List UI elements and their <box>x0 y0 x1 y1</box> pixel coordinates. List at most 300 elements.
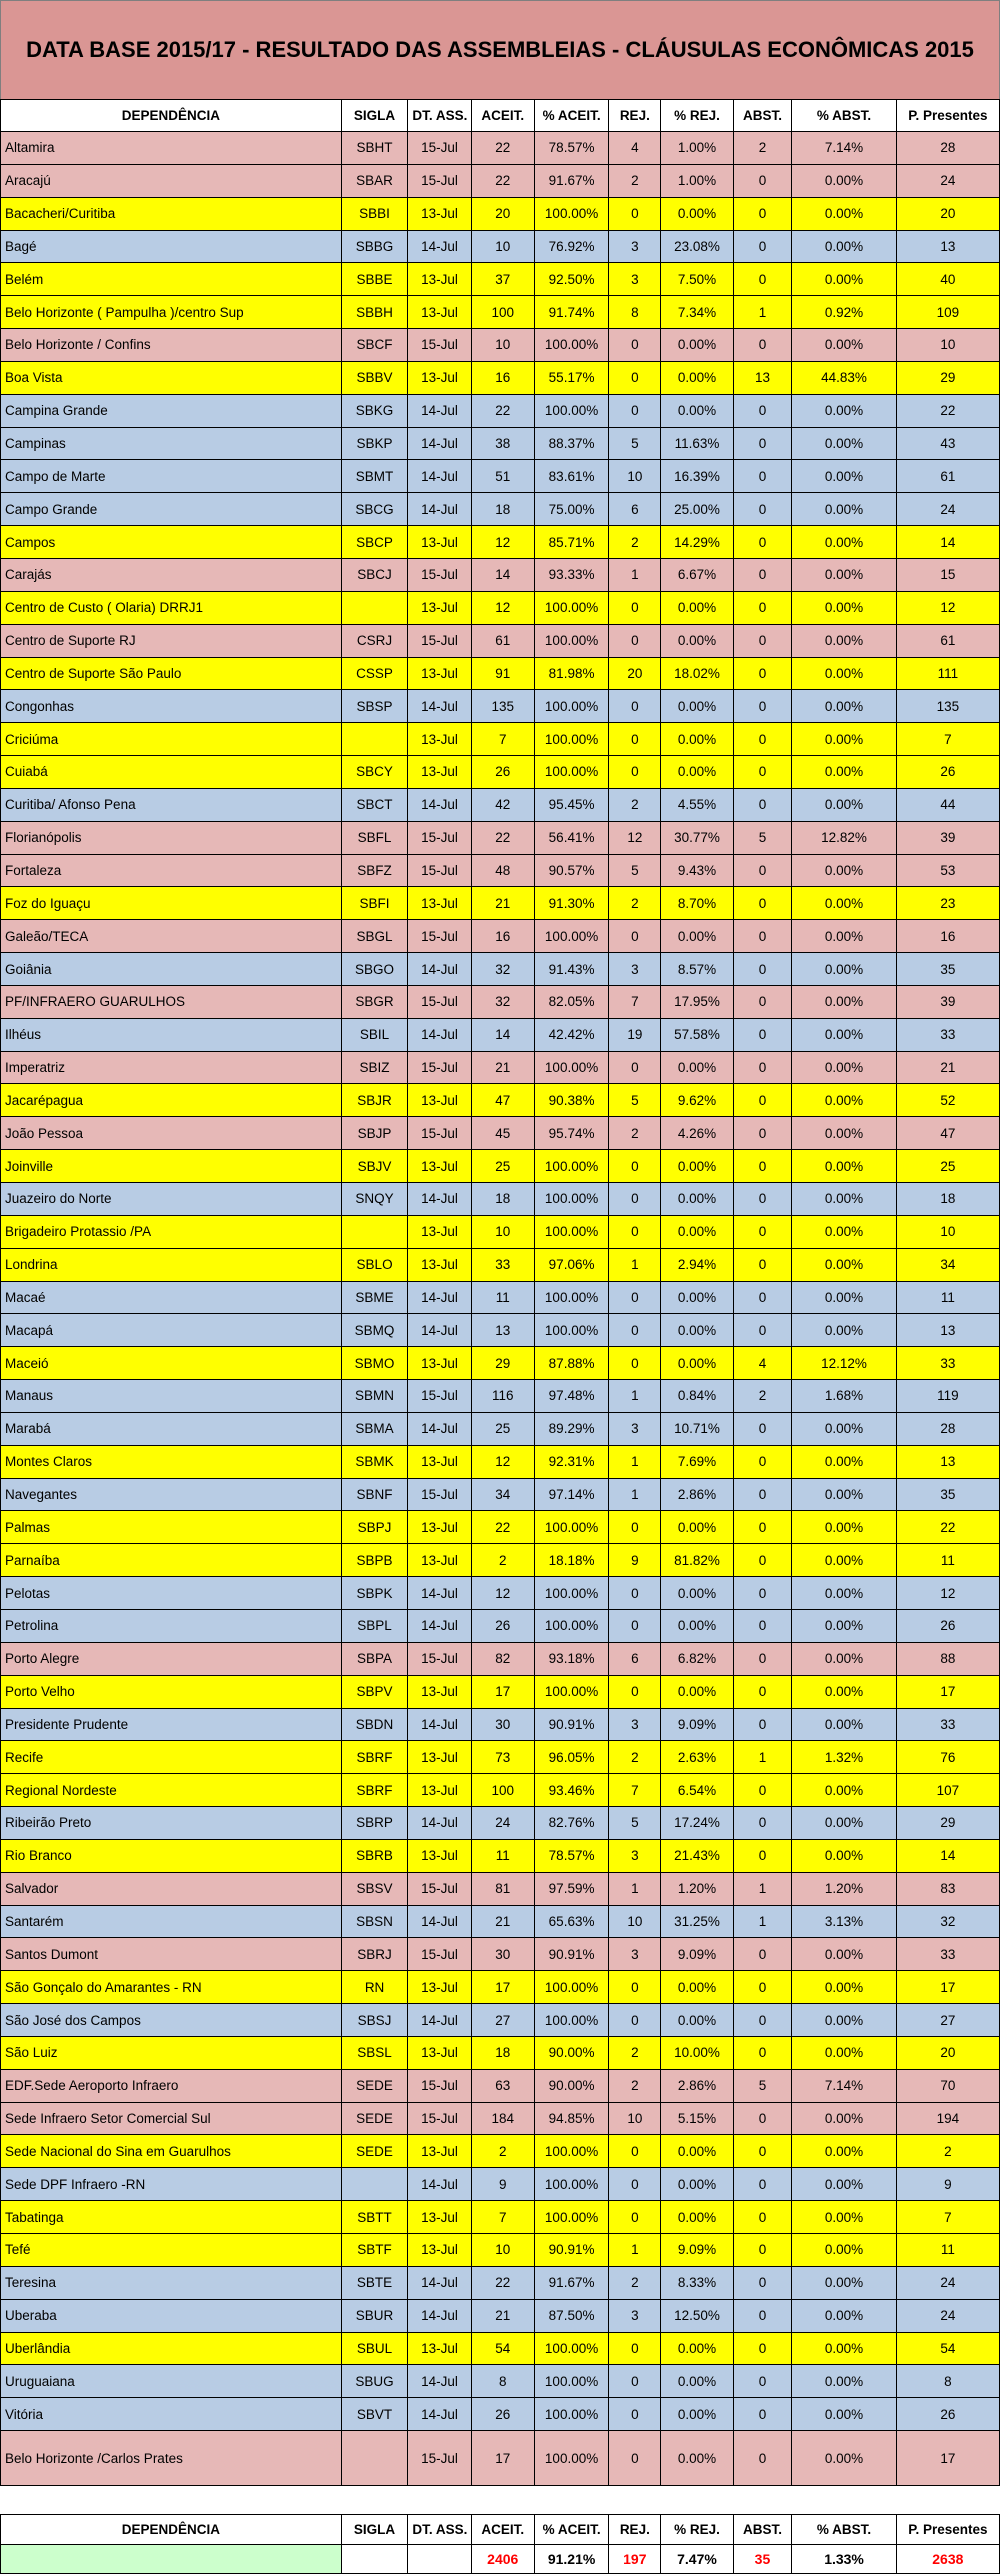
cell-abst: 0 <box>733 2201 792 2234</box>
cell-dt-ass: 15-Jul <box>408 2102 471 2135</box>
cell-dependencia: Altamira <box>1 132 342 165</box>
cell-p-presentes: 21 <box>896 1051 999 1084</box>
cell-rej: 1 <box>609 1380 661 1413</box>
cell-dependencia: Campina Grande <box>1 394 342 427</box>
cell-pct-aceit: 93.18% <box>534 1642 608 1675</box>
cell-dt-ass: 15-Jul <box>408 558 471 591</box>
cell-pct-aceit: 97.06% <box>534 1248 608 1281</box>
cell-abst: 1 <box>733 1905 792 1938</box>
cell-pct-abst: 0.00% <box>792 2004 896 2037</box>
total-aceit: 2406 <box>471 2545 534 2574</box>
cell-rej: 0 <box>609 1314 661 1347</box>
cell-aceit: 18 <box>471 1183 534 1216</box>
cell-sigla: SBFI <box>341 887 408 920</box>
cell-abst: 0 <box>733 1150 792 1183</box>
cell-rej: 0 <box>609 1675 661 1708</box>
cell-abst: 0 <box>733 1445 792 1478</box>
cell-sigla: SBTF <box>341 2234 408 2267</box>
column-header-pct-abst: % ABST. <box>792 100 896 132</box>
table-row <box>1 2069 1000 2102</box>
cell-pct-abst: 0.00% <box>792 1084 896 1117</box>
cell-rej: 6 <box>609 1642 661 1675</box>
cell-pct-abst: 0.00% <box>792 854 896 887</box>
cell-sigla: SEDE <box>341 2069 408 2102</box>
cell-pct-aceit: 100.00% <box>534 1609 608 1642</box>
cell-pct-aceit: 96.05% <box>534 1741 608 1774</box>
cell-rej: 2 <box>609 2266 661 2299</box>
cell-dependencia: Criciúma <box>1 723 342 756</box>
cell-dt-ass: 13-Jul <box>408 591 471 624</box>
cell-rej: 3 <box>609 1839 661 1872</box>
table-row <box>1 526 1000 559</box>
cell-sigla: SBRF <box>341 1774 408 1807</box>
cell-abst: 5 <box>733 821 792 854</box>
cell-pct-rej: 17.95% <box>661 985 733 1018</box>
table-row <box>1 1511 1000 1544</box>
cell-aceit: 10 <box>471 1215 534 1248</box>
cell-p-presentes: 13 <box>896 230 999 263</box>
cell-pct-rej: 57.58% <box>661 1018 733 1051</box>
table-row <box>1 1807 1000 1840</box>
cell-pct-aceit: 83.61% <box>534 460 608 493</box>
cell-aceit: 30 <box>471 1708 534 1741</box>
table-row <box>1 2234 1000 2267</box>
cell-abst: 0 <box>733 1412 792 1445</box>
cell-dependencia: São Gonçalo do Amarantes - RN <box>1 1971 342 2004</box>
cell-abst: 0 <box>733 1314 792 1347</box>
totals-row <box>1 2545 1000 2574</box>
cell-p-presentes: 47 <box>896 1117 999 1150</box>
cell-p-presentes: 109 <box>896 296 999 329</box>
cell-abst: 0 <box>733 2036 792 2069</box>
cell-rej: 12 <box>609 821 661 854</box>
cell-dt-ass: 14-Jul <box>408 493 471 526</box>
column-header-dt-ass: DT. ASS. <box>408 100 471 132</box>
cell-pct-rej: 0.00% <box>661 329 733 362</box>
cell-dependencia: Sede Nacional do Sina em Guarulhos <box>1 2135 342 2168</box>
cell-dt-ass: 15-Jul <box>408 329 471 362</box>
cell-dt-ass: 15-Jul <box>408 1872 471 1905</box>
column-header-p-presentes: P. Presentes <box>896 100 999 132</box>
cell-dependencia: Maceió <box>1 1347 342 1380</box>
cell-p-presentes: 88 <box>896 1642 999 1675</box>
cell-dependencia: Juazeiro do Norte <box>1 1183 342 1216</box>
cell-rej: 0 <box>609 2332 661 2365</box>
totals-table <box>0 2514 1000 2574</box>
cell-aceit: 135 <box>471 690 534 723</box>
cell-aceit: 34 <box>471 1478 534 1511</box>
cell-rej: 3 <box>609 1412 661 1445</box>
cell-dependencia: Manaus <box>1 1380 342 1413</box>
cell-pct-aceit: 78.57% <box>534 132 608 165</box>
cell-p-presentes: 12 <box>896 591 999 624</box>
cell-pct-aceit: 100.00% <box>534 329 608 362</box>
cell-rej: 6 <box>609 493 661 526</box>
cell-rej: 3 <box>609 1938 661 1971</box>
cell-pct-rej: 0.00% <box>661 591 733 624</box>
cell-rej: 0 <box>609 591 661 624</box>
cell-aceit: 51 <box>471 460 534 493</box>
cell-aceit: 73 <box>471 1741 534 1774</box>
cell-sigla: SBKG <box>341 394 408 427</box>
cell-rej: 0 <box>609 1511 661 1544</box>
cell-dt-ass: 14-Jul <box>408 394 471 427</box>
cell-dt-ass: 14-Jul <box>408 427 471 460</box>
cell-dependencia: Fortaleza <box>1 854 342 887</box>
cell-pct-rej: 9.09% <box>661 1938 733 1971</box>
cell-aceit: 17 <box>471 1971 534 2004</box>
cell-pct-aceit: 85.71% <box>534 526 608 559</box>
table-row <box>1 2135 1000 2168</box>
cell-aceit: 12 <box>471 1577 534 1610</box>
cell-dependencia: Sede Infraero Setor Comercial Sul <box>1 2102 342 2135</box>
cell-dt-ass: 13-Jul <box>408 1084 471 1117</box>
cell-p-presentes: 14 <box>896 1839 999 1872</box>
cell-pct-rej: 81.82% <box>661 1544 733 1577</box>
cell-pct-rej: 4.26% <box>661 1117 733 1150</box>
table-row <box>1 2266 1000 2299</box>
cell-aceit: 37 <box>471 263 534 296</box>
cell-pct-aceit: 94.85% <box>534 2102 608 2135</box>
cell-pct-rej: 0.00% <box>661 1971 733 2004</box>
cell-pct-aceit: 88.37% <box>534 427 608 460</box>
table-row <box>1 1412 1000 1445</box>
cell-pct-rej: 1.20% <box>661 1872 733 1905</box>
cell-abst: 0 <box>733 756 792 789</box>
cell-sigla: SBGR <box>341 985 408 1018</box>
cell-p-presentes: 39 <box>896 821 999 854</box>
table-row <box>1 1380 1000 1413</box>
cell-pct-abst: 0.00% <box>792 1609 896 1642</box>
cell-p-presentes: 17 <box>896 1971 999 2004</box>
cell-pct-aceit: 42.42% <box>534 1018 608 1051</box>
total-pct-rej: 7.47% <box>661 2545 733 2574</box>
cell-abst: 0 <box>733 1478 792 1511</box>
cell-abst: 0 <box>733 1577 792 1610</box>
column-header-pct-aceit: % ACEIT. <box>534 100 608 132</box>
cell-dependencia: Macaé <box>1 1281 342 1314</box>
table-row <box>1 1347 1000 1380</box>
cell-sigla: SBMQ <box>341 1314 408 1347</box>
cell-dependencia: Porto Alegre <box>1 1642 342 1675</box>
cell-abst: 0 <box>733 329 792 362</box>
cell-pct-aceit: 91.67% <box>534 2266 608 2299</box>
cell-rej: 0 <box>609 2398 661 2431</box>
cell-abst: 0 <box>733 427 792 460</box>
table-row <box>1 1577 1000 1610</box>
cell-pct-abst: 0.00% <box>792 985 896 1018</box>
table-row <box>1 2036 1000 2069</box>
cell-pct-abst: 1.32% <box>792 1741 896 1774</box>
cell-dt-ass: 14-Jul <box>408 690 471 723</box>
table-row <box>1 1445 1000 1478</box>
cell-dependencia: Uruguaiana <box>1 2365 342 2398</box>
cell-dependencia: Ilhéus <box>1 1018 342 1051</box>
table-row <box>1 1872 1000 1905</box>
cell-dt-ass: 15-Jul <box>408 985 471 1018</box>
cell-sigla: SBRJ <box>341 1938 408 1971</box>
cell-dependencia: Marabá <box>1 1412 342 1445</box>
cell-pct-aceit: 100.00% <box>534 1051 608 1084</box>
cell-dependencia: Centro de Suporte RJ <box>1 624 342 657</box>
cell-pct-aceit: 100.00% <box>534 1675 608 1708</box>
table-row <box>1 1905 1000 1938</box>
cell-pct-abst: 0.00% <box>792 2168 896 2201</box>
cell-dependencia: Presidente Prudente <box>1 1708 342 1741</box>
cell-abst: 5 <box>733 2069 792 2102</box>
cell-pct-rej: 0.00% <box>661 2365 733 2398</box>
cell-dt-ass: 15-Jul <box>408 164 471 197</box>
cell-dt-ass: 13-Jul <box>408 1544 471 1577</box>
cell-abst: 0 <box>733 690 792 723</box>
cell-abst: 0 <box>733 887 792 920</box>
cell-rej: 1 <box>609 1872 661 1905</box>
cell-p-presentes: 61 <box>896 624 999 657</box>
cell-pct-rej: 21.43% <box>661 1839 733 1872</box>
cell-pct-rej: 9.09% <box>661 1708 733 1741</box>
cell-pct-rej: 0.00% <box>661 1675 733 1708</box>
cell-p-presentes: 10 <box>896 329 999 362</box>
cell-p-presentes: 18 <box>896 1183 999 1216</box>
cell-rej: 0 <box>609 197 661 230</box>
cell-sigla: SBNF <box>341 1478 408 1511</box>
cell-pct-rej: 16.39% <box>661 460 733 493</box>
cell-pct-aceit: 100.00% <box>534 690 608 723</box>
table-row <box>1 1642 1000 1675</box>
cell-dt-ass: 13-Jul <box>408 2135 471 2168</box>
cell-rej: 0 <box>609 2004 661 2037</box>
cell-rej: 5 <box>609 854 661 887</box>
total-rej: 197 <box>609 2545 661 2574</box>
cell-pct-abst: 0.00% <box>792 2102 896 2135</box>
cell-dt-ass: 13-Jul <box>408 1971 471 2004</box>
cell-p-presentes: 14 <box>896 526 999 559</box>
cell-dt-ass: 13-Jul <box>408 756 471 789</box>
footer-column-header-dt-ass: DT. ASS. <box>408 2515 471 2545</box>
cell-p-presentes: 20 <box>896 197 999 230</box>
table-row <box>1 591 1000 624</box>
table-row <box>1 1051 1000 1084</box>
cell-dt-ass: 14-Jul <box>408 788 471 821</box>
cell-p-presentes: 32 <box>896 1905 999 1938</box>
cell-rej: 10 <box>609 1905 661 1938</box>
cell-aceit: 91 <box>471 657 534 690</box>
cell-aceit: 100 <box>471 1774 534 1807</box>
cell-rej: 0 <box>609 920 661 953</box>
table-row <box>1 953 1000 986</box>
cell-dependencia: Santos Dumont <box>1 1938 342 1971</box>
cell-aceit: 17 <box>471 2431 534 2486</box>
cell-sigla: SBTT <box>341 2201 408 2234</box>
cell-pct-aceit: 90.91% <box>534 2234 608 2267</box>
cell-dependencia: Campos <box>1 526 342 559</box>
cell-aceit: 22 <box>471 821 534 854</box>
cell-pct-aceit: 18.18% <box>534 1544 608 1577</box>
cell-pct-rej: 0.00% <box>661 1511 733 1544</box>
cell-p-presentes: 33 <box>896 1708 999 1741</box>
cell-p-presentes: 135 <box>896 690 999 723</box>
table-row <box>1 756 1000 789</box>
cell-pct-aceit: 87.50% <box>534 2299 608 2332</box>
cell-abst: 0 <box>733 1018 792 1051</box>
table-row <box>1 164 1000 197</box>
table-row <box>1 2004 1000 2037</box>
cell-abst: 13 <box>733 361 792 394</box>
cell-sigla: SBAR <box>341 164 408 197</box>
cell-dt-ass: 14-Jul <box>408 2266 471 2299</box>
cell-sigla: SBHT <box>341 132 408 165</box>
cell-abst: 0 <box>733 493 792 526</box>
cell-pct-rej: 2.94% <box>661 1248 733 1281</box>
cell-abst: 0 <box>733 854 792 887</box>
cell-sigla: SBFL <box>341 821 408 854</box>
cell-sigla: SBFZ <box>341 854 408 887</box>
cell-p-presentes: 29 <box>896 361 999 394</box>
cell-abst: 0 <box>733 2168 792 2201</box>
cell-pct-abst: 0.00% <box>792 657 896 690</box>
cell-dt-ass: 14-Jul <box>408 1314 471 1347</box>
cell-pct-abst: 0.00% <box>792 1215 896 1248</box>
cell-pct-aceit: 75.00% <box>534 493 608 526</box>
cell-pct-rej: 2.63% <box>661 1741 733 1774</box>
cell-pct-rej: 23.08% <box>661 230 733 263</box>
cell-rej: 2 <box>609 164 661 197</box>
cell-abst: 0 <box>733 1971 792 2004</box>
cell-sigla: SBPB <box>341 1544 408 1577</box>
cell-abst: 0 <box>733 1708 792 1741</box>
cell-pct-abst: 0.00% <box>792 1708 896 1741</box>
cell-sigla: SNQY <box>341 1183 408 1216</box>
table-row <box>1 2365 1000 2398</box>
table-body <box>1 132 1000 2486</box>
cell-pct-abst: 0.00% <box>792 1839 896 1872</box>
table-row <box>1 657 1000 690</box>
cell-pct-aceit: 90.57% <box>534 854 608 887</box>
cell-pct-abst: 0.00% <box>792 1412 896 1445</box>
cell-dt-ass: 15-Jul <box>408 821 471 854</box>
cell-pct-abst: 0.00% <box>792 197 896 230</box>
cell-rej: 2 <box>609 2069 661 2102</box>
cell-pct-aceit: 91.74% <box>534 296 608 329</box>
cell-rej: 3 <box>609 2299 661 2332</box>
cell-aceit: 81 <box>471 1872 534 1905</box>
cell-sigla: SBSL <box>341 2036 408 2069</box>
cell-dependencia: Belém <box>1 263 342 296</box>
cell-p-presentes: 17 <box>896 2431 999 2486</box>
cell-dependencia: Bacacheri/Curitiba <box>1 197 342 230</box>
cell-sigla: SBDN <box>341 1708 408 1741</box>
cell-aceit: 21 <box>471 1051 534 1084</box>
cell-rej: 7 <box>609 985 661 1018</box>
cell-abst: 0 <box>733 953 792 986</box>
cell-aceit: 2 <box>471 2135 534 2168</box>
cell-pct-aceit: 100.00% <box>534 591 608 624</box>
cell-pct-rej: 30.77% <box>661 821 733 854</box>
cell-pct-abst: 7.14% <box>792 132 896 165</box>
cell-p-presentes: 61 <box>896 460 999 493</box>
table-row <box>1 558 1000 591</box>
cell-pct-abst: 0.00% <box>792 788 896 821</box>
cell-pct-abst: 0.00% <box>792 2431 896 2486</box>
table-row <box>1 460 1000 493</box>
cell-pct-rej: 0.00% <box>661 624 733 657</box>
cell-dt-ass: 14-Jul <box>408 230 471 263</box>
cell-p-presentes: 2 <box>896 2135 999 2168</box>
cell-pct-rej: 0.84% <box>661 1380 733 1413</box>
cell-aceit: 10 <box>471 230 534 263</box>
cell-rej: 20 <box>609 657 661 690</box>
cell-dependencia: Curitiba/ Afonso Pena <box>1 788 342 821</box>
cell-dependencia: EDF.Sede Aeroporto Infraero <box>1 2069 342 2102</box>
table-row <box>1 624 1000 657</box>
table-row <box>1 493 1000 526</box>
cell-aceit: 25 <box>471 1150 534 1183</box>
page-title: DATA BASE 2015/17 - RESULTADO DAS ASSEMBLEIAS - CLÁUSULAS ECONÔMICAS 2015 <box>0 0 1000 100</box>
cell-pct-aceit: 97.14% <box>534 1478 608 1511</box>
cell-dt-ass: 14-Jul <box>408 460 471 493</box>
cell-dependencia: Imperatriz <box>1 1051 342 1084</box>
cell-p-presentes: 27 <box>896 2004 999 2037</box>
cell-abst: 0 <box>733 460 792 493</box>
table-row <box>1 361 1000 394</box>
cell-p-presentes: 52 <box>896 1084 999 1117</box>
cell-dt-ass: 14-Jul <box>408 2004 471 2037</box>
cell-rej: 0 <box>609 1609 661 1642</box>
table-row <box>1 1839 1000 1872</box>
cell-sigla: SBME <box>341 1281 408 1314</box>
cell-dt-ass: 13-Jul <box>408 887 471 920</box>
cell-abst: 0 <box>733 526 792 559</box>
cell-dt-ass: 14-Jul <box>408 1412 471 1445</box>
cell-dependencia: Congonhas <box>1 690 342 723</box>
cell-sigla <box>341 2431 408 2486</box>
cell-sigla: SBJP <box>341 1117 408 1150</box>
cell-pct-aceit: 95.74% <box>534 1117 608 1150</box>
cell-pct-rej: 0.00% <box>661 1609 733 1642</box>
cell-dt-ass: 13-Jul <box>408 2201 471 2234</box>
table-row <box>1 1018 1000 1051</box>
cell-aceit: 47 <box>471 1084 534 1117</box>
table-row <box>1 1150 1000 1183</box>
cell-dt-ass: 13-Jul <box>408 2036 471 2069</box>
cell-dt-ass: 14-Jul <box>408 1807 471 1840</box>
cell-abst: 0 <box>733 1839 792 1872</box>
cell-pct-abst: 0.00% <box>792 1478 896 1511</box>
cell-sigla: RN <box>341 1971 408 2004</box>
cell-p-presentes: 35 <box>896 953 999 986</box>
cell-dependencia: Goiânia <box>1 953 342 986</box>
cell-pct-aceit: 100.00% <box>534 2398 608 2431</box>
cell-pct-rej: 2.86% <box>661 1478 733 1511</box>
cell-rej: 10 <box>609 460 661 493</box>
cell-pct-abst: 0.00% <box>792 1445 896 1478</box>
column-header-rej: REJ. <box>609 100 661 132</box>
cell-abst: 0 <box>733 1609 792 1642</box>
table-row <box>1 1774 1000 1807</box>
table-row <box>1 1248 1000 1281</box>
cell-rej: 1 <box>609 1248 661 1281</box>
cell-dt-ass: 15-Jul <box>408 1478 471 1511</box>
cell-pct-rej: 0.00% <box>661 2168 733 2201</box>
cell-p-presentes: 24 <box>896 2266 999 2299</box>
cell-dt-ass: 14-Jul <box>408 1281 471 1314</box>
cell-abst: 0 <box>733 1051 792 1084</box>
cell-dependencia: Palmas <box>1 1511 342 1544</box>
cell-pct-rej: 9.62% <box>661 1084 733 1117</box>
cell-abst: 0 <box>733 1215 792 1248</box>
table-row <box>1 2431 1000 2486</box>
cell-aceit: 21 <box>471 887 534 920</box>
